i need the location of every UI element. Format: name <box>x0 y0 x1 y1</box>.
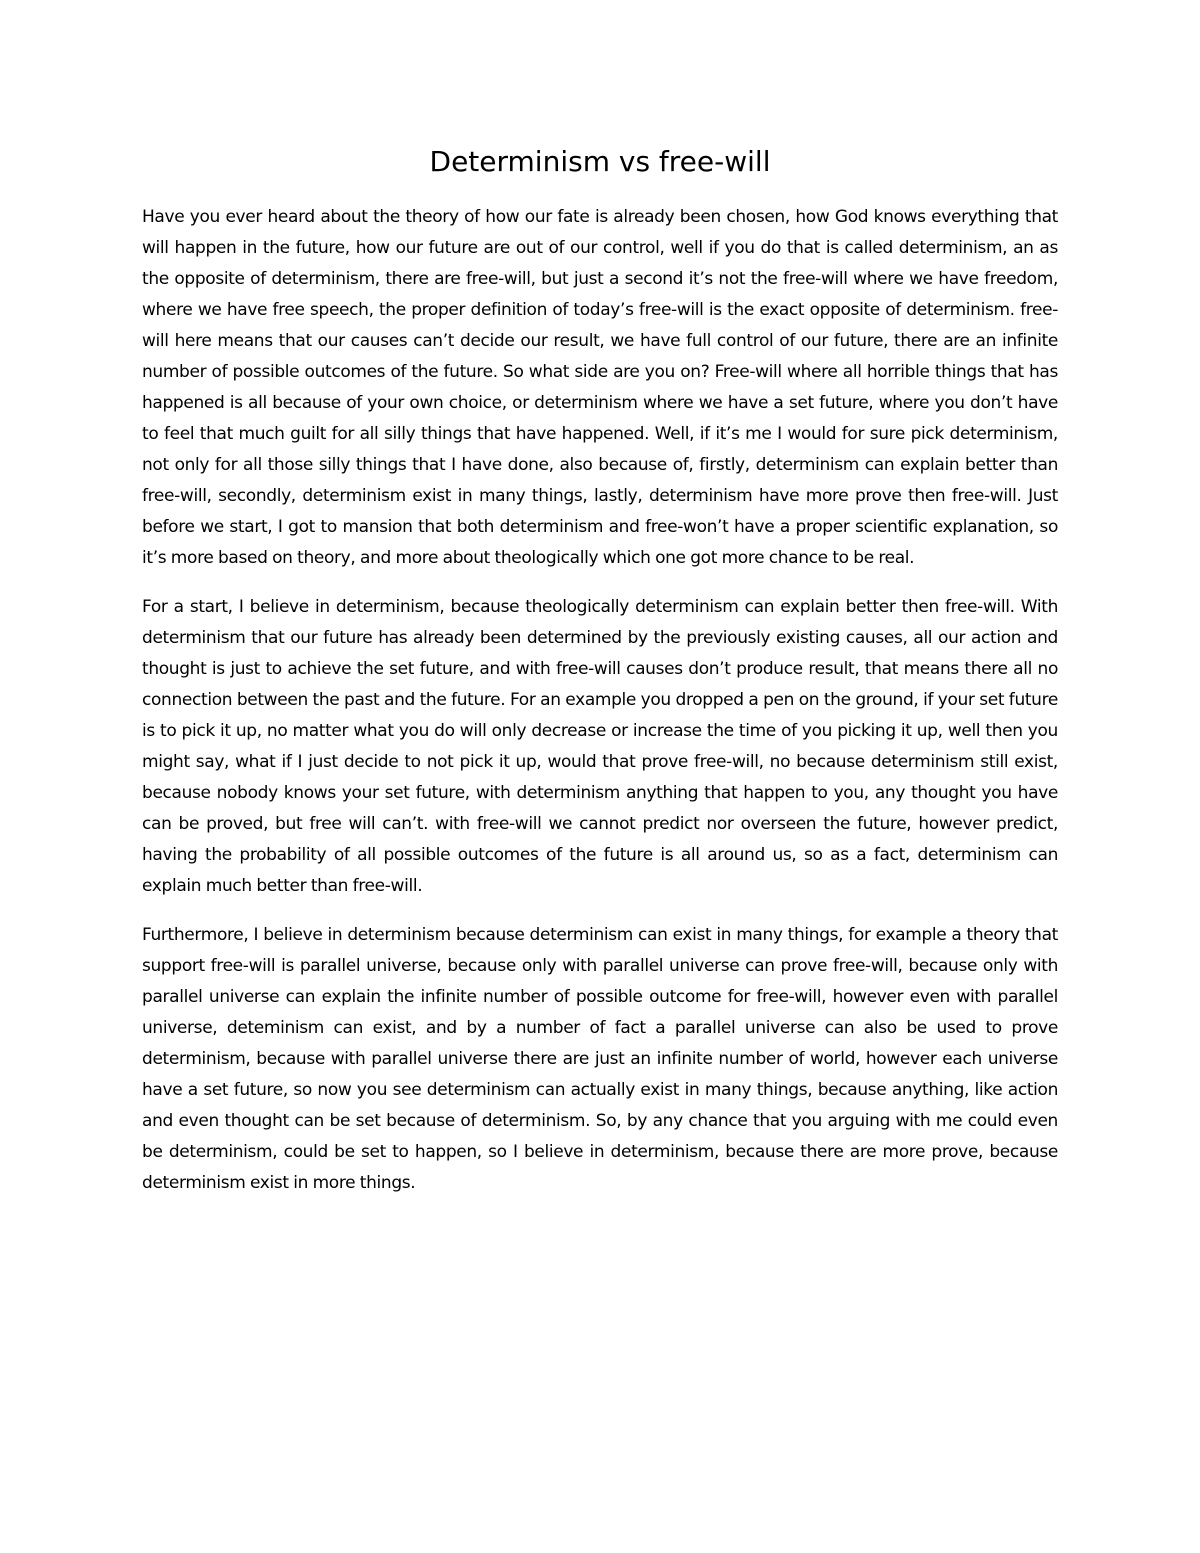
paragraph-explanation: For a start, I believe in determinism, because theologically determinism can explain better then free-will. With determinism that our future has already been determined by the previously existing causes, all our action and thought is just to achieve the set future, and with free-will causes don’t produce result, that means there all no connection between the past and the future. For an example you dropped a pen on the ground, if your set future is to pick it up, no matter what you do will only decrease or increase the time of you picking it up, well then you might say, what if I just decide to not pick it up, would that prove free-will, no because determinism still exist, because nobody knows your set future, with determinism anything that happen to you, any thought you have can be proved, but free will can’t. with free-will we cannot predict nor overseen the future, however predict, having the probability of all possible outcomes of the future is all around us, so as a fact, determinism can explain much better than free-will. <box>142 597 1058 896</box>
document-body <box>142 202 1058 1217</box>
paragraph-parallel-universe: Furthermore, I believe in determinism because determinism can exist in many things, for example a theory that support free-will is parallel universe, because only with parallel universe can prove free-will, because only with parallel universe can explain the infinite number of possible outcome for free-will, however even with parallel universe, deteminism can exist, and by a number of fact a parallel universe can also be used to prove determinism, because with parallel universe there are just an infinite number of world, however each universe have a set future, so now you see determinism can actually exist in many things, because anything, like action and even thought can be set because of determinism. So, by any chance that you arguing with me could even be determinism, could be set to happen, so I believe in determinism, because there are more prove, because determinism exist in more things. <box>142 925 1058 1193</box>
document-title: Determinism vs free-will <box>429 145 771 178</box>
paragraph-intro: Have you ever heard about the theory of how our fate is already been chosen, how God knows everything that will happen in the future, how our future are out of our control, well if you do that is called determinism, an as the opposite of determinism, there are free-will, but just a second it’s not the free-will where we have freedom, where we have free speech, the proper definition of today’s free-will is the exact opposite of determinism. free-will here means that our causes can’t decide our result, we have full control of our future, there are an infinite number of possible outcomes of the future. So what side are you on? Free-will where all horrible things that has happened is all because of your own choice, or determinism where we have a set future, where you don’t have to feel that much guilt for all silly things that have happened. Well, if it’s me I would for sure pick determinism, not only for all those silly things that I have done, also because of, firstly, determinism can explain better than free-will, secondly, determinism exist in many things, lastly, determinism have more prove then free-will. Just before we start, I got to mansion that both determinism and free-won’t have a proper scientific explanation, so it’s more based on theory, and more about theologically which one got more chance to be real. <box>142 207 1058 568</box>
